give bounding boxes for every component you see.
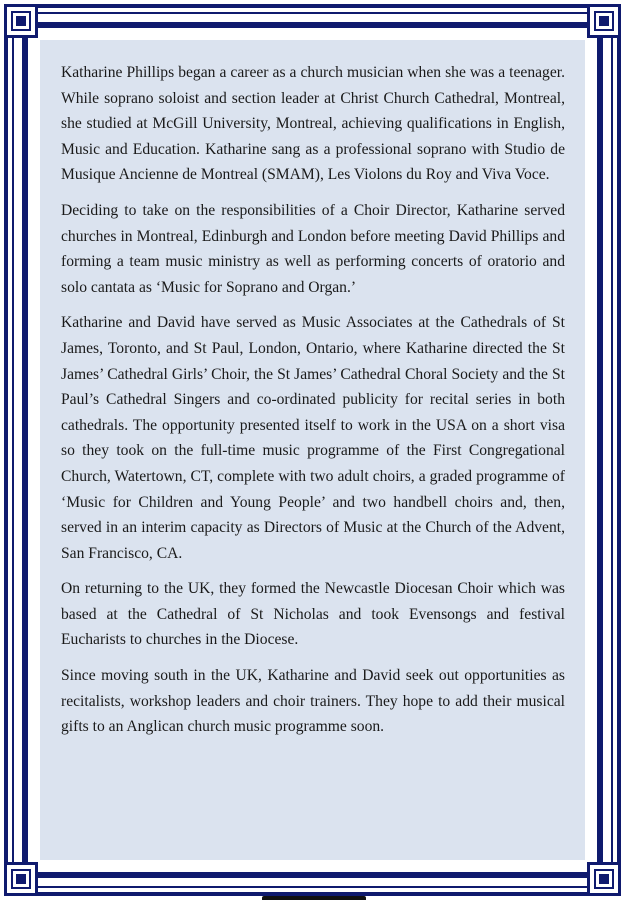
corner-ornament-bottom-left [4,862,38,896]
page-tab-indicator [262,896,366,900]
biography-paragraph-3: Katharine and David have served as Music Associates at the Cathedrals of St James, Toronto, and St Paul, London, Ontario, where Katharine directed the St James’ Cathedral Girls’ Choir, the St James’ Cathedral Choral Society and the St Paul’s Cathedral Singers and co-ordinated publicity for recital series in both cathedrals. The opportunity presented itself to work in the USA on a short visa so they took on the full-time music programme of the First Congregational Church, Watertown, CT, complete with two adult choirs, a graded programme of ‘Music for Children and Young People’ and two handbell choirs and, then, served in an interim capacity as Directors of Music at the Church of the Advent, San Francisco, CA. [61,314,565,562]
corner-ornament-top-right [587,4,621,38]
biography-paragraph-5: Since moving south in the UK, Katharine and David seek out opportunities as recitalists, workshop leaders and choir trainers. They hope to add their musical gifts to an Anglican church music programme soon. [61,667,565,736]
biography-paragraph-2: Deciding to take on the responsibilities of a Choir Director, Katharine served churches in Montreal, Edinburgh and London before meeting David Phillips and forming a team music ministry as well as performing concerts of oratorio and solo cantata as ‘Music for Soprano and Organ.’ [61,201,565,296]
corner-ornament-bottom-right [587,862,621,896]
biography-panel [40,40,585,860]
biography-paragraph-4: On returning to the UK, they formed the Newcastle Diocesan Choir which was based at the Cathedral of St Nicholas and took Evensongs and festival Eucharists to churches in the Diocese. [61,580,565,649]
biography-paragraph-1: Katharine Phillips began a career as a church musician when she was a teenager. While soprano soloist and section leader at Christ Church Cathedral, Montreal, she studied at McGill University, Montreal, achieving qualifications in English, Music and Education. Katharine sang as a professional soprano with Studio de Musique Ancienne de Montreal (SMAM), Les Violons du Roy and Viva Voce. [61,64,565,184]
corner-ornament-top-left [4,4,38,38]
